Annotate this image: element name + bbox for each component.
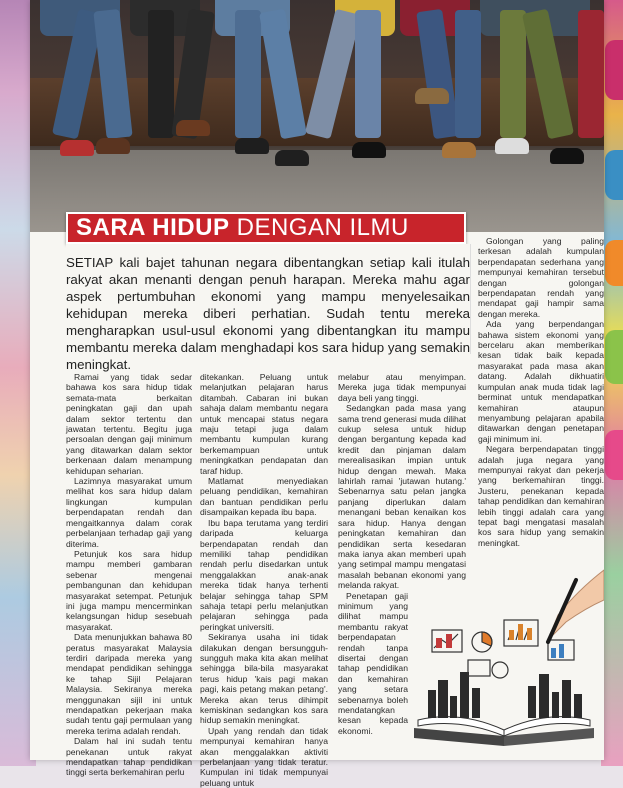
paragraph: Penetapan gaji minimum yang dilihat mampu membantu rakyat berpendapatan rendah tanpa disertai dengan tahap pendidikan dan kemahiran yang setara sebenarnya boleh mendatangkan kesan kepada ekonomi. (338, 590, 408, 736)
paragraph: melabur atau menyimpan. Mereka juga tidak mempunyai daya beli yang tinggi. (338, 372, 466, 403)
paragraph: Matlamat menyediakan peluang pendidikan, kemahiran dan bantuan pendidikan perlu disampaikan kepada ibu bapa. (200, 476, 328, 518)
lead-paragraph: SETIAP kali bajet tahunan negara dibentangkan setiap kali itulah rakyat akan menanti dengan penuh harapan. Mereka mahu agar aspek pertumbuhan ekonomi yang mampu menyelesaikan kehidupan mereka diberi perhatian. Sudah tentu mereka mengharapkan usul-usul ekonomi yang dibentangkan itu mampu membantu mereka dalam menghadapi kos sara hidup yang semakin meningkat. (66, 255, 470, 372)
paragraph: Dalam hal ini sudah tentu penekanan untuk rakyat mendapatkan tahap pendidikan tinggi serta berkemahiran perlu (66, 736, 192, 778)
paragraph: Sedangkan pada masa yang sama trend generasi muda dilihat cukup selesa untuk hidup dengan bergantung kepada kad kredit dan pinjaman dalam merealisasikan impian untuk hidup dengan mewah. Maka lahirlah ramai 'jutawan hutang.' Sebenarnya satu pelan jangka panjang diperlukan dalam menangani beban kenaikan kos sara hidup. Hanya dengan peningkatan kemahiran dan pendidikan serta kesedaran maka ianya akan memberi upah yang setimpal mampu mengatasi masalah bebanan ekonomi yang melanda rakyat. (338, 403, 466, 591)
body-column-2 (200, 372, 328, 788)
headline-banner (66, 212, 466, 242)
paragraph: Negara berpendapatan tinggi adalah juga negara yang mempunyai rakyat dan pekerja yang berkemahiran tinggi. Justeru, penekanan kepada tahap pendidikan dan kemahiran lebih tinggi adalah cara yang tepat bagi mengatasi masalah kos sara hidup yang semakin meningkat. (478, 444, 604, 548)
paragraph: Data menunjukkan bahawa 80 peratus masyarakat Malaysia terdiri daripada mereka yang mendapat pendidikan sehingga ke tahap Sijil Pelajaran Malaysia. Sekiranya mereka menggunakan sijil ini untuk mendapatkan pekerjaan maka sudah tentu gaji permulaan yang mereka terima adalah rendah. (66, 632, 192, 736)
body-column-1 (66, 372, 192, 778)
open-book-infographic-illustration (408, 560, 604, 750)
paragraph: Upah yang rendah dan tidak mempunyai kemahiran hanya akan menggalakkan aktiviti perbelanjaan yang tidak teratur. Kumpulan ini tidak mempunyai peluang untuk (200, 725, 328, 788)
lead-paragraph-box (66, 244, 471, 372)
students-bench-photo (30, 0, 604, 232)
paragraph: Sekiranya usaha ini tidak dilakukan dengan bersungguh-sungguh maka kita akan melihat sehingga bila-bila masyarakat terus hidup 'kais pagi makan pagi, kais petang makan petang'. Mereka akan terus dihimpit kemiskinan sedangkan kos sara hidup semakin meningkat. (200, 632, 328, 726)
paragraph: Ada yang berpendangan bahawa sistem ekonomi yang bercelaru akan memberikan kesan tidak baik kepada masyarakat pada masa akan datang. Adalah dikhuatiri kumpulan anak muda tidak lagi berminat untuk mendapatkan kemahiran ataupun menyambung pelajaran apabila ditawarkan dengan penetapan gaji minimum ini. (478, 319, 604, 444)
paragraph: Lazimnya masyarakat umum melihat kos sara hidup dalam lingkungan kumpulan berpendapatan rendah dan mengaitkannya dalam corak perbelanjaan terhadap gaji yang diterima. (66, 476, 192, 549)
paragraph: Golongan yang paling terkesan adalah kumpulan berpendapatan sederhana yang mempunyai kemahiran tersebut dengan golongan berpendapatan rendah yang mendapat gaji hampir sama dengan mereka. (478, 236, 604, 319)
magazine-page (30, 0, 604, 788)
paragraph: Ibu bapa terutama yang terdiri daripada keluarga berpendapatan rendah dan memiliki tahap pendidikan rendah perlu disedarkan untuk menggalakkan anak-anak mereka tidak hanya terhenti belajar sehingga tahap SPM sahaja tetapi perlu melanjutkan pelajaran sehingga pada peringkat universiti. (200, 517, 328, 632)
watercolor-right-border (601, 0, 623, 766)
headline: SARA HIDUP DENGAN ILMU (76, 214, 409, 241)
body-column-4 (478, 236, 604, 548)
paragraph: ditekankan. Peluang untuk melanjutkan pelajaran harus ditambah. Cabaran ini bukan sahaja dalam membantu negara untuk mencapai status negara maju tetapi juga dalam membantu kumpulan kurang berkemampuan untuk meningkatkan pendapatan dan taraf hidup. (200, 372, 328, 476)
paragraph: Petunjuk kos sara hidup mampu memberi gambaran sebenar mengenai pembangunan dan kehidupan masyarakat setempat. Petunjuk ini juga mampu mencerminkan kelangsungan hidup sesebuah masyarakat. (66, 548, 192, 632)
paragraph: Ramai yang tidak sedar bahawa kos sara hidup tidak semata-mata berkaitan peningkatan gaji dan upah dalam sektor tertentu dan jawatan tertentu. Begitu juga persoalan dengan gaji minimum yang ditawarkan dalam sektor berkenaan dalam menampung kehidupan seharian. (66, 372, 192, 476)
